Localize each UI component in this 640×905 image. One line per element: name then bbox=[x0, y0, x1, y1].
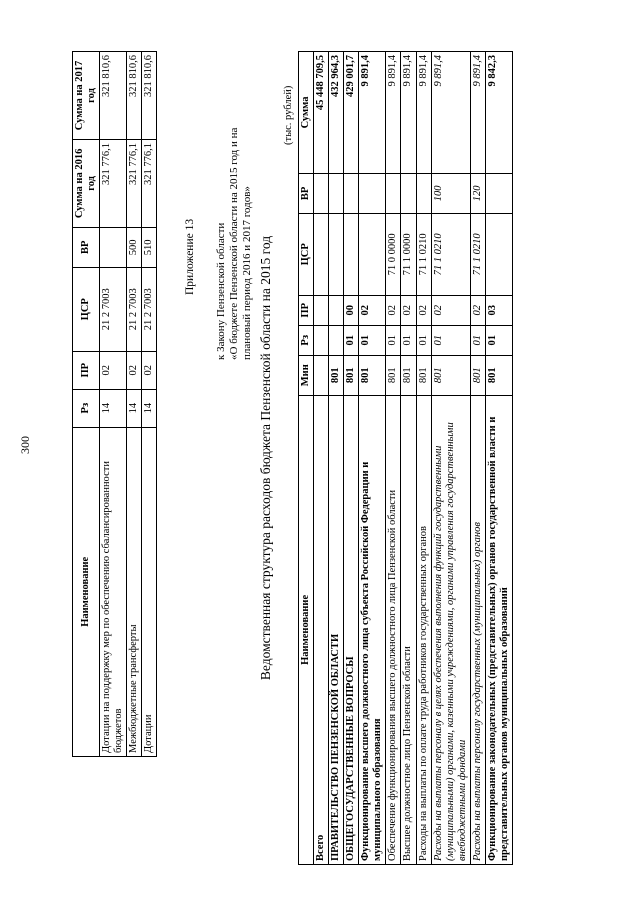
header-pr: ПР bbox=[73, 351, 100, 389]
cell-rz: 14 bbox=[100, 389, 127, 427]
cell-sum: 9 891,4 bbox=[359, 52, 386, 174]
table-row bbox=[359, 52, 386, 865]
cell-name: Функционирование высшего должностного лица субъекта Российской Федерации и муниципального образования bbox=[359, 395, 386, 864]
header-name: Наименование bbox=[73, 427, 100, 756]
cell-pr: 02 bbox=[127, 351, 142, 389]
cell-min: 801 bbox=[470, 355, 485, 395]
cell-csr: 71 1 0000 bbox=[401, 213, 416, 295]
header-rz: Рз bbox=[299, 325, 314, 355]
top-budget-table bbox=[72, 51, 157, 757]
table-row bbox=[431, 52, 470, 865]
header-sum: Сумма bbox=[299, 52, 314, 174]
cell-sum: 9 891,4 bbox=[386, 52, 401, 174]
cell-sum-2017: 321 810,6 bbox=[100, 52, 127, 140]
top-table-header-row bbox=[73, 52, 100, 757]
table-row bbox=[416, 52, 431, 865]
table-row bbox=[401, 52, 416, 865]
header-min: Мин bbox=[299, 355, 314, 395]
cell-sum: 9 891,4 bbox=[431, 52, 470, 174]
cell-name: Всего bbox=[314, 395, 329, 864]
cell-vr bbox=[344, 173, 359, 213]
cell-name: Межбюджетные трансферты bbox=[127, 427, 142, 756]
cell-rz: 01 bbox=[485, 325, 512, 355]
cell-sum-2016: 321 776,1 bbox=[142, 139, 157, 227]
cell-vr: 100 bbox=[431, 173, 470, 213]
cell-sum-2017: 321 810,6 bbox=[142, 52, 157, 140]
cell-pr: 02 bbox=[142, 351, 157, 389]
cell-rz: 14 bbox=[142, 389, 157, 427]
cell-vr bbox=[314, 173, 329, 213]
cell-vr bbox=[416, 173, 431, 213]
header-vr: ВР bbox=[299, 173, 314, 213]
cell-vr: 510 bbox=[142, 227, 157, 267]
cell-sum: 9 891,4 bbox=[401, 52, 416, 174]
cell-csr bbox=[359, 213, 386, 295]
departmental-structure-table bbox=[298, 51, 513, 865]
cell-vr: 500 bbox=[127, 227, 142, 267]
cell-rz: 01 bbox=[401, 325, 416, 355]
cell-name: Дотации на поддержку мер по обеспечению сбалансированности бюджетов bbox=[100, 427, 127, 756]
appendix-label: Приложение 13 bbox=[184, 218, 196, 295]
cell-pr: 02 bbox=[386, 295, 401, 325]
law-reference bbox=[215, 40, 255, 360]
cell-vr: 120 bbox=[470, 173, 485, 213]
table-row bbox=[485, 52, 512, 865]
header-sum-2017: Сумма на 2017 год bbox=[73, 52, 100, 140]
cell-sum: 45 448 709,5 bbox=[314, 52, 329, 174]
cell-rz: 01 bbox=[416, 325, 431, 355]
cell-vr bbox=[100, 227, 127, 267]
cell-csr: 21 2 7003 bbox=[100, 267, 127, 351]
cell-csr bbox=[344, 213, 359, 295]
cell-pr bbox=[314, 295, 329, 325]
cell-rz bbox=[314, 325, 329, 355]
cell-min: 801 bbox=[431, 355, 470, 395]
cell-csr bbox=[485, 213, 512, 295]
cell-vr bbox=[329, 173, 344, 213]
header-vr: ВР bbox=[73, 227, 100, 267]
cell-vr bbox=[359, 173, 386, 213]
law-line: к Закону Пензенской области bbox=[215, 222, 227, 360]
cell-name: Обеспечение функционирования высшего должностного лица Пензенской области bbox=[386, 395, 401, 864]
cell-min: 801 bbox=[329, 355, 344, 395]
cell-rz: 01 bbox=[386, 325, 401, 355]
cell-name: Расходы на выплаты персоналу в целях обеспечения выполнения функций государственными (муниципальными) органами, казенными учреждениями, органами управления государственными внебюджетными фондами bbox=[431, 395, 470, 864]
cell-csr: 21 2 7003 bbox=[142, 267, 157, 351]
cell-rz bbox=[329, 325, 344, 355]
cell-csr bbox=[329, 213, 344, 295]
table-row bbox=[127, 52, 142, 757]
cell-rz: 01 bbox=[359, 325, 386, 355]
cell-csr: 21 2 7003 bbox=[127, 267, 142, 351]
header-csr: ЦСР bbox=[73, 267, 100, 351]
cell-pr: 00 bbox=[344, 295, 359, 325]
cell-pr: 02 bbox=[359, 295, 386, 325]
cell-sum-2016: 321 776,1 bbox=[127, 139, 142, 227]
law-line: «О бюджете Пензенской области на 2015 год и на bbox=[228, 127, 241, 360]
cell-rz: 14 bbox=[127, 389, 142, 427]
cell-sum: 9 891,4 bbox=[470, 52, 485, 174]
cell-name: Функционирование законодательных (представительных) органов государственной власти и представительных органов муниципальных образований bbox=[485, 395, 512, 864]
table-row bbox=[344, 52, 359, 865]
cell-pr: 02 bbox=[100, 351, 127, 389]
cell-pr: 02 bbox=[401, 295, 416, 325]
cell-min: 801 bbox=[344, 355, 359, 395]
cell-name: Расходы на выплаты по оплате труда работников государственных органов bbox=[416, 395, 431, 864]
cell-name: Дотации bbox=[142, 427, 157, 756]
header-sum-2016: Сумма на 2016 год bbox=[73, 139, 100, 227]
cell-min: 801 bbox=[401, 355, 416, 395]
page-number: 300 bbox=[18, 436, 32, 454]
cell-min bbox=[314, 355, 329, 395]
cell-sum: 9 842,3 bbox=[485, 52, 512, 174]
cell-csr: 71 1 0210 bbox=[431, 213, 470, 295]
table-row bbox=[142, 52, 157, 757]
cell-csr: 71 1 0210 bbox=[416, 213, 431, 295]
cell-name: Расходы на выплаты персоналу государственных (муниципальных) органов bbox=[470, 395, 485, 864]
document-title: Ведомственная структура расходов бюджета Пензенской области на 2015 год bbox=[258, 235, 273, 681]
cell-vr bbox=[401, 173, 416, 213]
header-rz: Рз bbox=[73, 389, 100, 427]
cell-sum-2016: 321 776,1 bbox=[100, 139, 127, 227]
cell-pr: 03 bbox=[485, 295, 512, 325]
cell-min: 801 bbox=[416, 355, 431, 395]
cell-rz: 01 bbox=[470, 325, 485, 355]
cell-name: ПРАВИТЕЛЬСТВО ПЕНЗЕНСКОЙ ОБЛАСТИ bbox=[329, 395, 344, 864]
table-row bbox=[314, 52, 329, 865]
cell-pr: 02 bbox=[470, 295, 485, 325]
cell-vr bbox=[386, 173, 401, 213]
cell-sum: 9 891,4 bbox=[416, 52, 431, 174]
header-name: Наименование bbox=[299, 395, 314, 864]
cell-name: Высшее должностное лицо Пензенской области bbox=[401, 395, 416, 864]
cell-vr bbox=[485, 173, 512, 213]
cell-pr: 02 bbox=[431, 295, 470, 325]
cell-rz: 01 bbox=[344, 325, 359, 355]
cell-csr: 71 1 0210 bbox=[470, 213, 485, 295]
cell-rz: 01 bbox=[431, 325, 470, 355]
cell-name: ОБЩЕГОСУДАРСТВЕННЫЕ ВОПРОСЫ bbox=[344, 395, 359, 864]
cell-sum: 429 001,7 bbox=[344, 52, 359, 174]
table-row bbox=[470, 52, 485, 865]
cell-min: 801 bbox=[359, 355, 386, 395]
cell-csr bbox=[314, 213, 329, 295]
header-pr: ПР bbox=[299, 295, 314, 325]
cell-pr: 02 bbox=[416, 295, 431, 325]
main-table-header-row bbox=[299, 52, 314, 865]
table-row bbox=[100, 52, 127, 757]
cell-csr: 71 0 0000 bbox=[386, 213, 401, 295]
cell-sum: 432 964,3 bbox=[329, 52, 344, 174]
units-label: (тыс. рублей) bbox=[283, 85, 294, 145]
law-line: плановый период 2016 и 2017 годов» bbox=[241, 186, 254, 360]
cell-pr bbox=[329, 295, 344, 325]
header-csr: ЦСР bbox=[299, 213, 314, 295]
cell-min: 801 bbox=[485, 355, 512, 395]
cell-min: 801 bbox=[386, 355, 401, 395]
table-row bbox=[386, 52, 401, 865]
table-row bbox=[329, 52, 344, 865]
cell-sum-2017: 321 810,6 bbox=[127, 52, 142, 140]
